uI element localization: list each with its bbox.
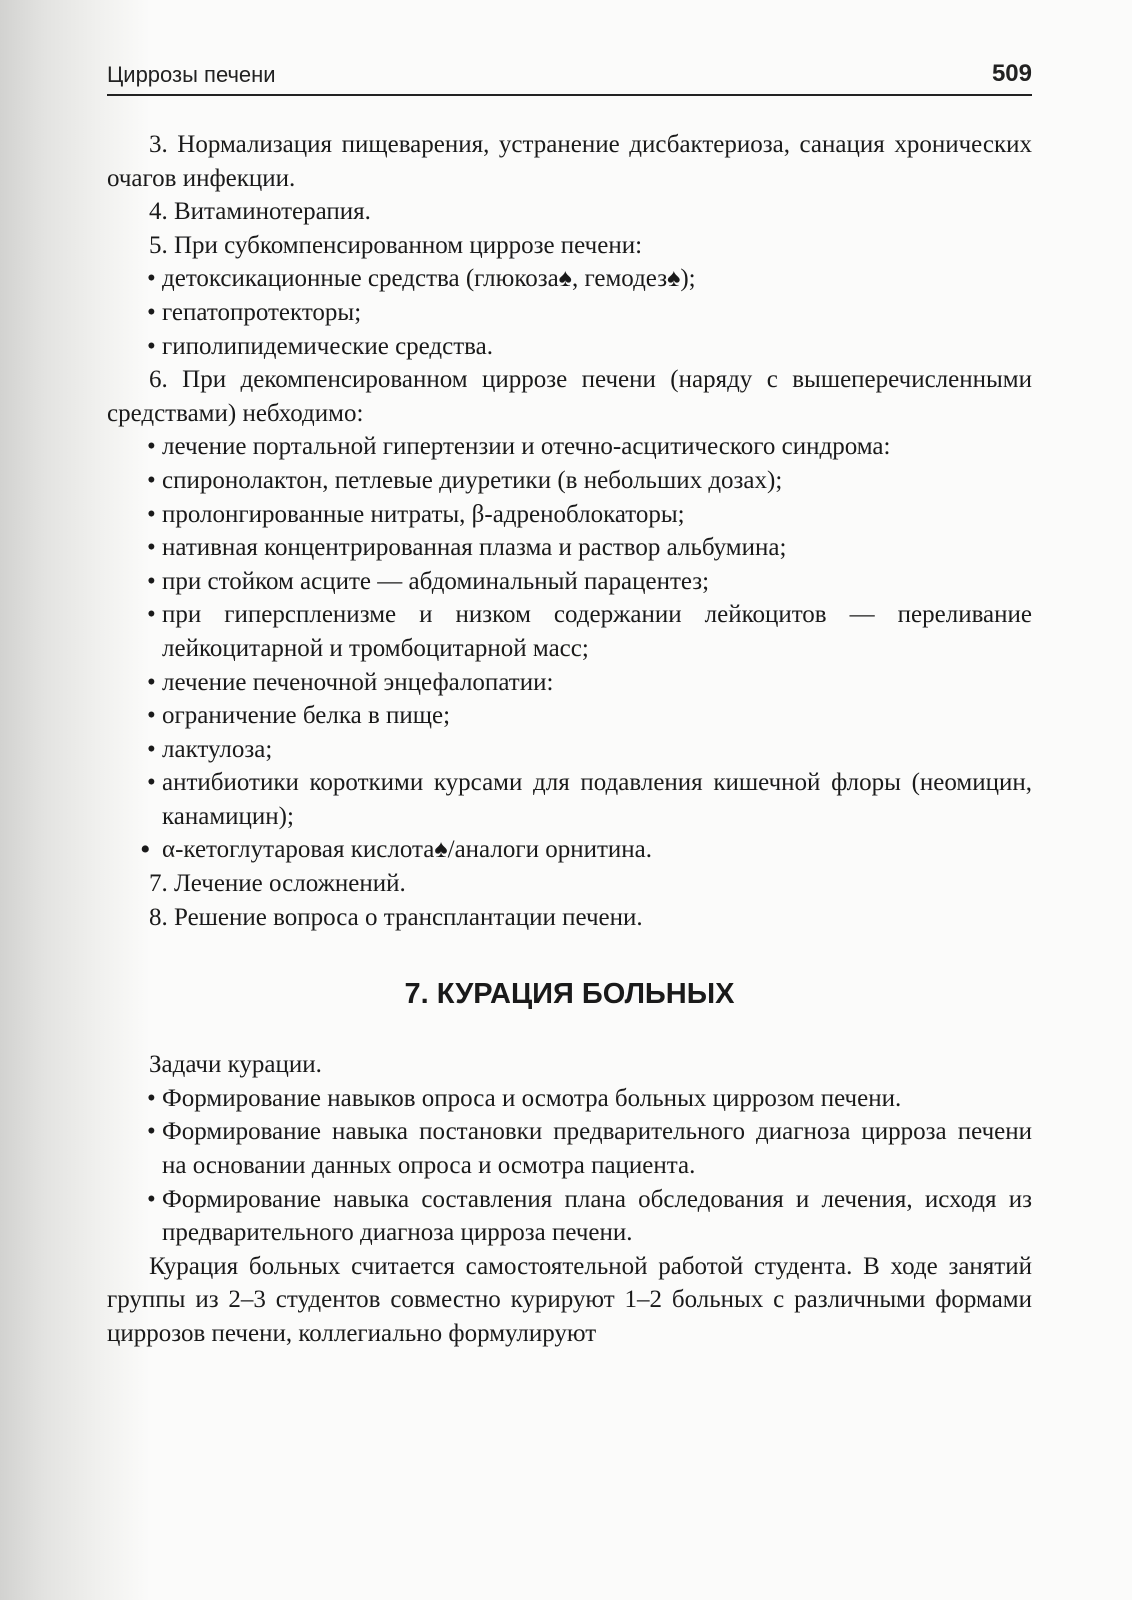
treatment-item-7: 7. Лечение осложнений. — [149, 870, 406, 898]
treatment-item-3: 3. Нормализация пищеварения, устранение дисбактериоза, санация хронических очагов инфекции. — [107, 131, 1032, 192]
section-paragraph: Курация больных считается самостоятельной работой студента. В ходе занятий группы из 2–3 студентов совместно курируют 1–2 больных с различными формами циррозов печени, коллегиально формулируют — [107, 1252, 1032, 1347]
list-item: • антибиотики короткими курсами для подавления кишечной флоры (неомицин, канамицин); — [147, 769, 1032, 830]
list-item: • пролонгированные нитраты, β-адреноблокаторы; — [147, 500, 685, 528]
list-item: • лечение портальной гипертензии и отечно-асцитического синдрома: — [147, 433, 891, 461]
list-item: • при стойком асците — абдоминальный парацентез; — [147, 567, 710, 595]
list-item: • лечение печеночной энцефалопатии: — [147, 668, 554, 696]
list-item: • гепатопротекторы; — [147, 298, 362, 326]
body-text — [107, 128, 1032, 1351]
list-item: • Формирование навыка составления плана обследования и лечения, исходя из предварительного диагноза цирроза печени. — [147, 1185, 1032, 1247]
running-header — [107, 60, 1032, 96]
treatment-item-5: 5. При субкомпенсированном циррозе печени: — [149, 231, 643, 259]
list-item: • гиполипидемические средства. — [147, 332, 493, 360]
list-item: • при гиперспленизме и низком содержании лейкоцитов — переливание лейкоцитарной и тромбоцитарной масс; — [147, 601, 1032, 662]
list-item: • Формирование навыков опроса и осмотра больных циррозом печени. — [147, 1084, 902, 1112]
list-item: • детоксикационные средства (глюкоза♠, гемодез♠); — [147, 265, 696, 293]
list-item: • нативная концентрированная плазма и раствор альбумина; — [147, 534, 787, 562]
section-intro: Задачи курации. — [149, 1051, 322, 1079]
running-title: Циррозы печени — [107, 62, 276, 87]
list-item: • спиронолактон, петлевые диуретики (в небольших дозах); — [147, 466, 783, 494]
treatment-item-6: 6. При декомпенсированном циррозе печени (наряду с вышеперечисленными средствами) небходимо: — [107, 366, 1032, 427]
page-number: 509 — [991, 60, 1032, 87]
section-heading: 7. КУРАЦИЯ БОЛЬНЫХ — [404, 978, 735, 1011]
treatment-item-8: 8. Решение вопроса о трансплантации печени. — [149, 903, 643, 931]
treatment-item-4: 4. Витаминотерапия. — [149, 198, 371, 226]
list-item: • α-кетоглутаровая кислота♠/аналоги орнитина. — [140, 833, 653, 867]
list-item: • Формирование навыка постановки предварительного диагноза цирроза печени на основании данных опроса и осмотра пациента. — [147, 1118, 1032, 1180]
list-item: • ограничение белка в пище; — [147, 702, 451, 730]
list-item: • лактулоза; — [147, 735, 273, 763]
